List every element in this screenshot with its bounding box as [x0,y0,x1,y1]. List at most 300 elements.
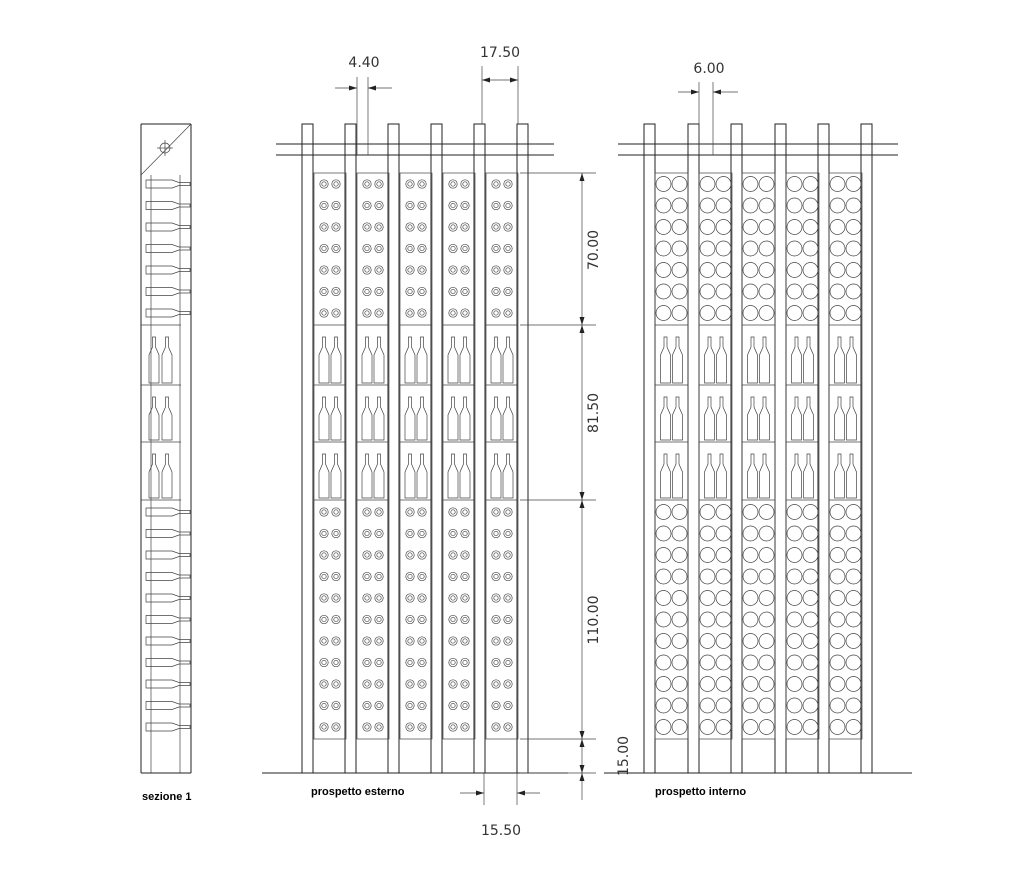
bottle-base [846,655,861,670]
bottle-base [743,220,758,235]
standing-bottle [374,337,384,383]
bottle-neck [377,182,381,186]
bottle-neck [322,596,326,600]
bottle-neck [365,553,369,557]
upright-post [388,124,399,773]
standing-bottle [705,454,715,498]
bay-frame [400,173,432,739]
bottle-end [492,201,500,209]
internal-elevation [604,124,912,773]
bottle-end [406,572,414,580]
bottle-base [656,655,671,670]
bottle-base [672,698,687,713]
bottle-end [320,658,328,666]
bottle-neck [377,203,381,207]
bottle-end [363,529,371,537]
bottle-neck [451,510,455,514]
bottle-end [461,615,469,623]
bottle-end [492,701,500,709]
bottle-neck [463,703,467,707]
standing-bottle [503,337,513,383]
bottle-base [716,198,731,213]
bottle-base [803,720,818,735]
bottle-neck [494,725,498,729]
bottle-end [418,680,426,688]
bottle-end [363,615,371,623]
bottle-neck [506,660,510,664]
bottle-base [672,306,687,321]
bottle-base [743,698,758,713]
bottle-base [656,591,671,606]
lying-bottle [146,680,190,688]
bottle-base [830,677,845,692]
bottle-neck [463,311,467,315]
bottle-end [332,529,340,537]
bottle-neck [365,617,369,621]
bottle-end [492,223,500,231]
bottle-end [461,223,469,231]
bottle-neck [506,311,510,315]
bottle-neck [322,246,326,250]
bottle-base [656,548,671,563]
bottle-base [759,241,774,256]
bottle-end [332,637,340,645]
bottle-base [846,591,861,606]
bottle-end [406,680,414,688]
bottle-end [320,701,328,709]
bottle-end [406,201,414,209]
bottle-neck [365,246,369,250]
standing-bottle [448,337,458,383]
bottle-neck [451,203,455,207]
bottle-end [375,201,383,209]
bottle-end [406,551,414,559]
dim-base-height: 15.00 [616,735,632,777]
bottle-neck [365,639,369,643]
bottle-end [504,529,512,537]
bottle-end [375,723,383,731]
bottle-base [787,548,802,563]
bottle-neck [506,510,510,514]
standing-bottle [847,454,857,498]
bottle-base [743,306,758,321]
bottle-end [449,637,457,645]
dimension-arrow [580,173,585,181]
dimension-arrow [580,317,585,325]
standing-bottle [417,454,427,498]
bottle-end [449,529,457,537]
bottle-end [418,266,426,274]
bottle-neck [334,596,338,600]
bottle-end [418,723,426,731]
standing-bottle [847,397,857,440]
bottle-base [759,612,774,627]
bottle-base [716,612,731,627]
bottle-neck [463,225,467,229]
bottle-neck [377,531,381,535]
bottle-base [743,505,758,520]
bottle-neck [334,268,338,272]
bottle-base [700,263,715,278]
bottle-end [375,180,383,188]
bottle-end [406,180,414,188]
bottle-end [418,594,426,602]
standing-bottle [448,397,458,440]
bottle-end [418,615,426,623]
bottle-neck [322,182,326,186]
bottle-base [787,177,802,192]
bottle-base [803,569,818,584]
bottle-neck [494,203,498,207]
bottle-neck [377,225,381,229]
bottle-neck [420,203,424,207]
bottle-neck [451,725,455,729]
bottle-neck [463,660,467,664]
bottle-neck [377,268,381,272]
bottle-base [716,677,731,692]
upright-post [775,124,786,773]
bottle-neck [377,660,381,664]
bottle-base [743,241,758,256]
bottle-end [461,637,469,645]
bottle-base [830,569,845,584]
dimension-arrow [580,739,585,747]
bottle-base [846,284,861,299]
bottle-neck [377,553,381,557]
bottle-base [700,634,715,649]
bottle-end [320,309,328,317]
bottle-end [449,680,457,688]
bottle-base [830,655,845,670]
bottle-base [716,306,731,321]
bottle-base [759,263,774,278]
bottle-end [406,594,414,602]
bottle-end [504,594,512,602]
bottle-neck [408,289,412,293]
lying-bottle [146,266,190,274]
bottle-neck [420,225,424,229]
bottle-base [846,526,861,541]
bottle-base [846,634,861,649]
bottle-end [332,701,340,709]
bottle-base [672,284,687,299]
bottle-end [461,529,469,537]
bottle-base [846,220,861,235]
standing-bottle [792,337,802,383]
bottle-end [449,572,457,580]
bottle-base [803,677,818,692]
bottle-end [332,551,340,559]
standing-bottle [149,454,159,498]
bottle-end [461,551,469,559]
bottle-end [461,701,469,709]
lying-bottle [146,616,190,624]
bottle-end [320,244,328,252]
bottle-base [716,505,731,520]
bottle-base [672,177,687,192]
bottle-neck [377,596,381,600]
dimension-arrow [580,731,585,739]
lying-bottle [146,530,190,538]
dimension-arrow [510,78,518,83]
bottle-base [656,220,671,235]
bottle-base [830,306,845,321]
bottle-neck [463,203,467,207]
bottle-end [375,244,383,252]
bottle-neck [420,553,424,557]
standing-bottle [319,337,329,383]
standing-bottle [374,454,384,498]
bottle-end [375,637,383,645]
lying-bottle [146,508,190,516]
bottle-end [363,508,371,516]
bay-frame [699,173,732,739]
bottle-neck [494,596,498,600]
bay-frame [742,173,775,739]
dimension-arrow [691,90,699,95]
bottle-base [846,569,861,584]
bottle-base [803,698,818,713]
bottle-neck [494,246,498,250]
bottle-end [492,572,500,580]
bottle-neck [377,311,381,315]
bottle-end [492,309,500,317]
bottle-end [504,658,512,666]
bottle-end [504,637,512,645]
standing-bottle [362,454,372,498]
bottle-end [449,551,457,559]
bottle-neck [377,574,381,578]
bottle-neck [377,510,381,514]
bottle-end [375,701,383,709]
bottle-neck [322,660,326,664]
standing-bottle [162,454,172,498]
bottle-base [743,612,758,627]
standing-bottle [162,337,172,383]
standing-bottle [460,397,470,440]
bottle-neck [408,725,412,729]
bottle-neck [408,553,412,557]
bottle-base [656,526,671,541]
bottle-neck [334,553,338,557]
bottle-neck [494,289,498,293]
upright-post [861,124,872,773]
bottle-base [743,569,758,584]
bottle-base [716,220,731,235]
bottle-neck [408,225,412,229]
bottle-base [787,306,802,321]
bottle-neck [322,225,326,229]
bottle-base [759,569,774,584]
standing-bottle [149,337,159,383]
standing-bottle [717,397,727,440]
bottle-end [449,658,457,666]
bottle-end [332,680,340,688]
bottle-neck [365,725,369,729]
bottle-end [418,658,426,666]
bottle-base [716,720,731,735]
bottle-base [830,720,845,735]
standing-bottle [149,397,159,440]
lying-bottle [146,202,190,210]
bottle-end [406,244,414,252]
bottle-base [672,220,687,235]
bottle-neck [494,574,498,578]
bottle-end [406,615,414,623]
bottle-end [461,180,469,188]
standing-bottle [760,337,770,383]
bottle-end [418,309,426,317]
bottle-end [375,266,383,274]
bottle-base [803,548,818,563]
bottle-neck [506,182,510,186]
bottle-base [672,591,687,606]
standing-bottle [748,454,758,498]
bottle-neck [494,660,498,664]
bottle-neck [334,574,338,578]
bottle-neck [365,203,369,207]
dimension-arrow [580,765,585,773]
bottle-base [743,548,758,563]
bottle-end [363,201,371,209]
bottle-end [449,287,457,295]
bottle-neck [334,617,338,621]
bottle-neck [322,510,326,514]
bottle-end [418,223,426,231]
dimension-arrow [580,500,585,508]
bottle-base [759,548,774,563]
bottle-neck [408,246,412,250]
bottle-neck [451,574,455,578]
bottle-base [672,634,687,649]
bottle-neck [506,725,510,729]
bottle-neck [322,268,326,272]
bottle-end [375,615,383,623]
lying-bottle [146,180,190,188]
bottle-neck [451,246,455,250]
bottle-neck [463,725,467,729]
bottle-neck [506,639,510,643]
bottle-end [461,594,469,602]
bottle-base [743,198,758,213]
bottle-base [700,177,715,192]
bottle-neck [420,617,424,621]
bottle-end [375,658,383,666]
bottle-neck [451,289,455,293]
upright-post [302,124,313,773]
dimension-arrow [517,791,525,796]
bottle-base [830,220,845,235]
bottle-base [846,612,861,627]
standing-bottle [835,454,845,498]
bottle-end [418,572,426,580]
bottle-end [406,287,414,295]
bottle-neck [408,311,412,315]
bay-frame [829,173,862,739]
bottle-base [672,241,687,256]
bottle-end [332,723,340,731]
bottle-base [830,284,845,299]
bottle-neck [408,639,412,643]
bottle-end [418,244,426,252]
dimension-arrow [482,78,490,83]
bottle-end [418,529,426,537]
bottle-base [700,548,715,563]
standing-bottle [748,397,758,440]
standing-bottle [804,397,814,440]
bottle-end [375,572,383,580]
bottle-end [492,180,500,188]
bottle-end [363,701,371,709]
standing-bottle [835,397,845,440]
bottle-base [830,634,845,649]
bottle-end [504,223,512,231]
bottle-end [449,309,457,317]
bottle-end [504,615,512,623]
standing-bottle [460,454,470,498]
bottle-neck [334,703,338,707]
bottle-neck [322,703,326,707]
standing-bottle [491,337,501,383]
bottle-neck [451,617,455,621]
bottle-neck [408,531,412,535]
bottle-end [375,529,383,537]
bottle-end [461,680,469,688]
bottle-end [449,201,457,209]
bottle-neck [420,596,424,600]
bottle-base [759,526,774,541]
bottle-base [672,569,687,584]
bottle-end [504,287,512,295]
bottle-neck [463,182,467,186]
bottle-end [406,529,414,537]
caption-external-elevation: prospetto esterno [311,786,405,798]
bottle-neck [506,531,510,535]
dimension-arrow [580,492,585,500]
upright-post [474,124,485,773]
bottle-end [504,551,512,559]
bottle-end [332,508,340,516]
bottle-end [492,266,500,274]
bottle-base [787,241,802,256]
bottle-neck [334,225,338,229]
bottle-base [787,284,802,299]
bottle-end [418,637,426,645]
bottle-end [492,594,500,602]
bottle-end [363,658,371,666]
bottle-base [803,198,818,213]
bottle-neck [334,639,338,643]
standing-bottle [417,397,427,440]
bottle-neck [334,682,338,686]
bottle-neck [408,682,412,686]
bottle-neck [322,203,326,207]
bottle-end [449,244,457,252]
standing-bottle [661,454,671,498]
bottle-end [504,680,512,688]
bottle-neck [451,311,455,315]
bottle-base [656,284,671,299]
bottle-base [803,220,818,235]
bottle-base [803,612,818,627]
bottle-base [700,284,715,299]
bottle-base [803,263,818,278]
bottle-neck [408,203,412,207]
bottle-neck [463,268,467,272]
bottle-neck [463,510,467,514]
dimension-arrow [580,325,585,333]
bottle-base [787,612,802,627]
